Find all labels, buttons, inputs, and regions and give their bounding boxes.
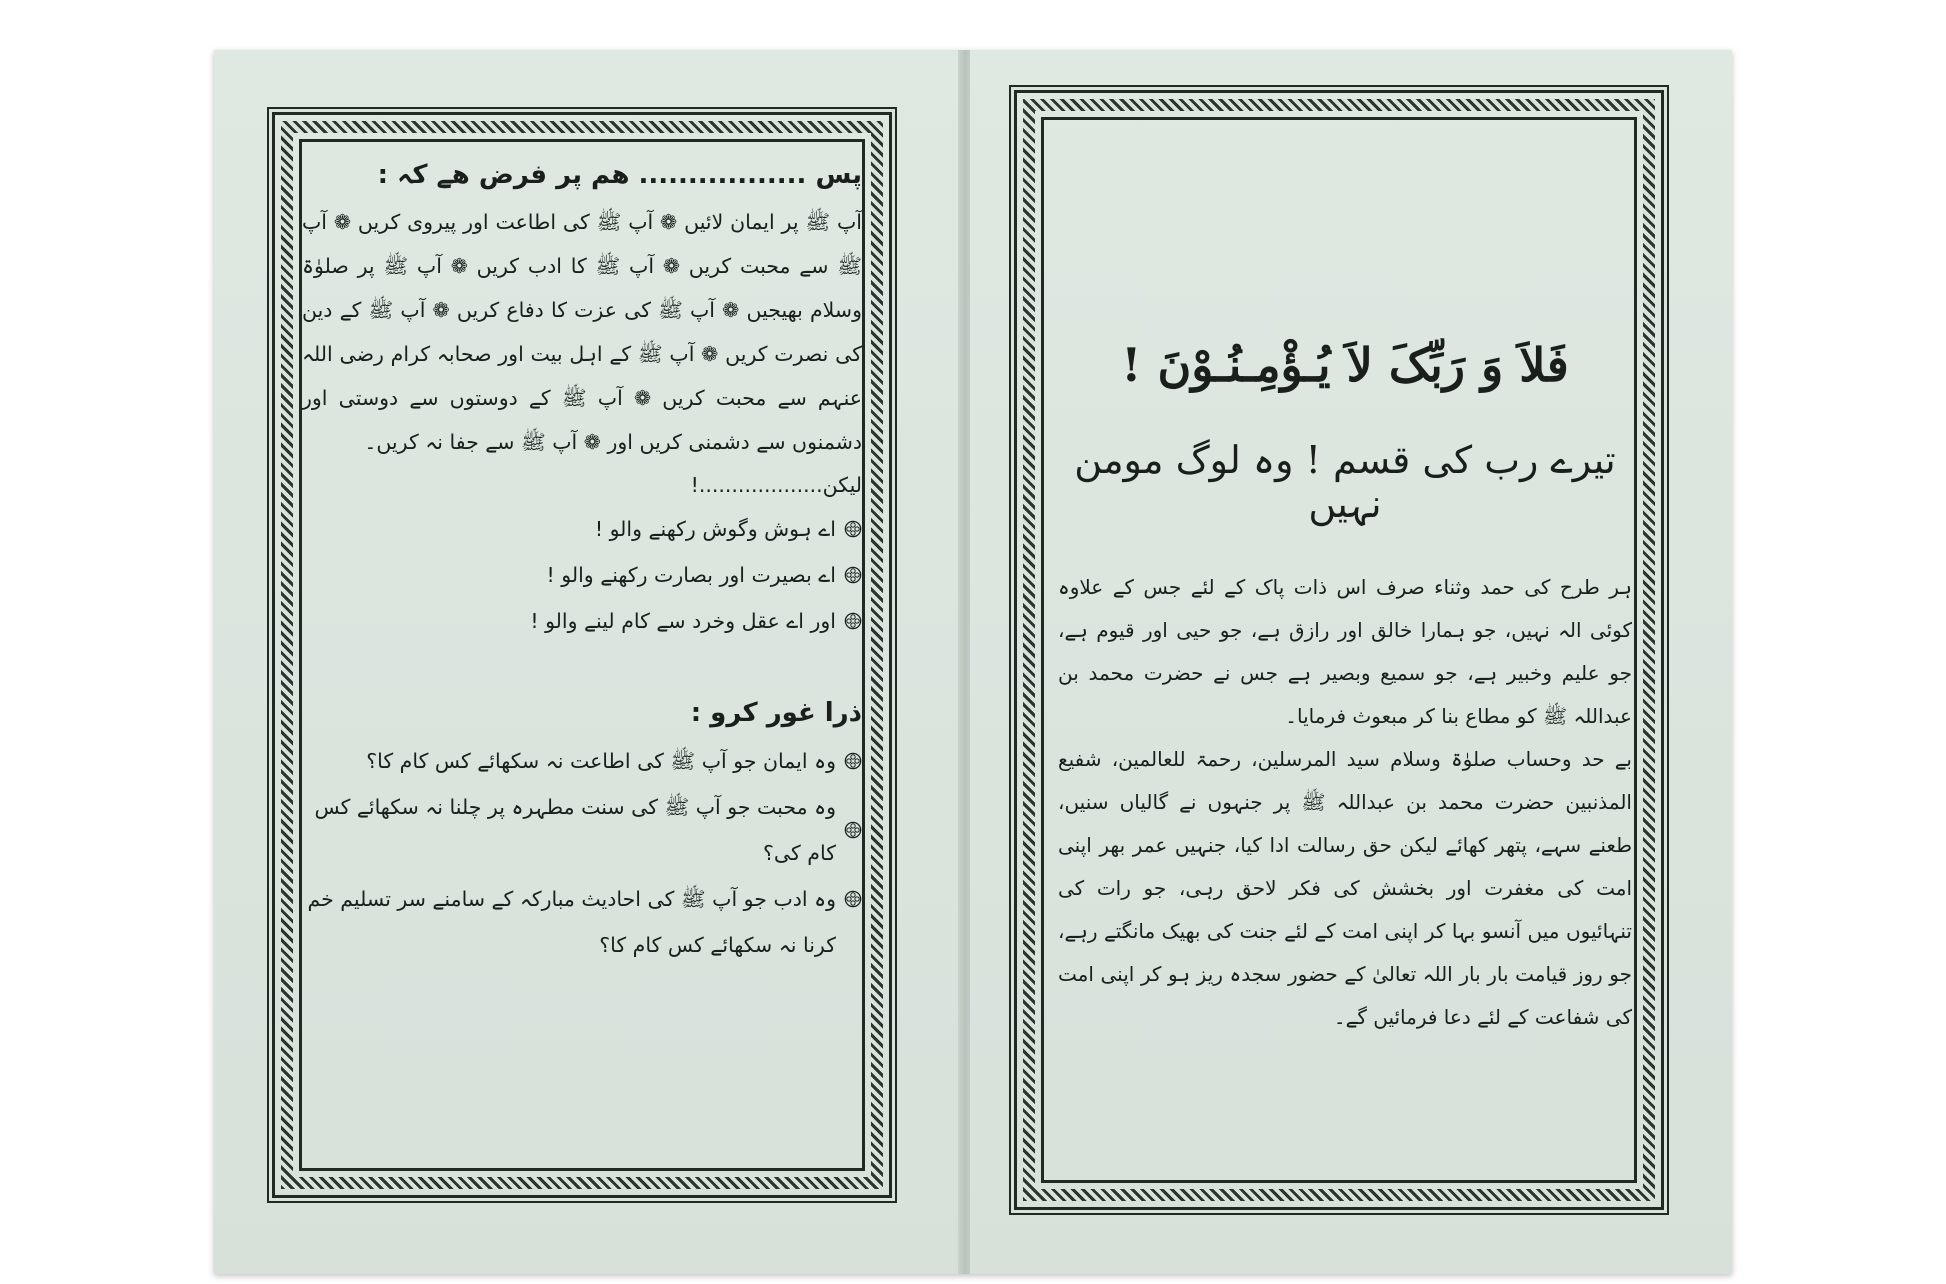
urdu-subtitle: تیرے رب کی قسم ! وہ لوگ مومن نہیں bbox=[1074, 438, 1616, 526]
flower-bullet-icon bbox=[844, 821, 862, 839]
salutation-paragraph: بے حد وحساب صلوٰۃ وسلام سید المرسلین، رحمۃ للعالمین، شفیع المذنبین حضرت محمد بن عبداللہ ﷺ پر جنہوں نے گالیاں سنیں، طعنے سہے، پتھر کھائے لیکن حق رسالت ادا کیا، جنہیں عمر بھر اپنی امت کی مغفرت اور بخشش کی فکر لاحق رہی، جو رات کی تنہائیوں میں آنسو بہا کر اپنی امت کے لئے جنت کی بھیک مانگتے رہے، جو روز قیامت بار بار اللہ تعالیٰ کے حضور سجدہ ریز ہو کر اپنی امت کی شفاعت کے لئے دعا فرمائیں گے۔ bbox=[1058, 747, 1632, 1029]
call-text: اور اے عقل وخرد سے کام لینے والو ! bbox=[530, 609, 836, 633]
question-item bbox=[302, 738, 862, 784]
flower-bullet-icon bbox=[844, 520, 862, 538]
question-text: وہ ادب جو آپ ﷺ کی احادیث مبارکہ کے سامنے سر تسلیم خم کرنا نہ سکھائے کس کام کا؟ bbox=[307, 887, 836, 957]
flower-bullet-icon bbox=[844, 890, 862, 908]
flower-bullet-icon bbox=[844, 752, 862, 770]
call-text: اے بصیرت اور بصارت رکھنے والو ! bbox=[546, 563, 836, 587]
call-item bbox=[302, 552, 862, 598]
arabic-verse-title: فَلاَ وَ رَبِّکَ لاَ يُـؤْمِـنُـوْنَ ! bbox=[1121, 338, 1569, 392]
call-item bbox=[302, 506, 862, 552]
question-text: وہ محبت جو آپ ﷺ کی سنت مطہرہ پر چلنا نہ سکھائے کس کام کی؟ bbox=[314, 795, 836, 865]
left-page bbox=[214, 50, 962, 1274]
reflect-heading: ذرا غور کرو : bbox=[690, 698, 862, 728]
question-item bbox=[302, 876, 862, 968]
duty-paragraph: آپ ﷺ پر ایمان لائیں ❁ آپ ﷺ کی اطاعت اور پیروی کریں ❁ آپ ﷺ سے محبت کریں ❁ آپ ﷺ کا ادب کریں ❁ آپ ﷺ پر صلوٰۃ وسلام بھیجیں ❁ آپ ﷺ کی عزت کا دفاع کریں ❁ آپ ﷺ کے دین کی نصرت کریں ❁ آپ ﷺ کے اہل بیت اور صحابہ کرام رضی اللہ عنہم سے محبت کریں ❁ آپ ﷺ کے دوستوں سے دوستی اور دشمنوں سے دشمنی کریں اور ❁ آپ ﷺ سے جفا نہ کریں۔ bbox=[302, 210, 862, 454]
right-page bbox=[970, 50, 1732, 1274]
lekin-line: لیکن...................! bbox=[690, 473, 862, 497]
question-item bbox=[302, 784, 862, 876]
question-text: وہ ایمان جو آپ ﷺ کی اطاعت نہ سکھائے کس کام کا؟ bbox=[366, 749, 836, 773]
praise-paragraph: ہر طرح کی حمد وثناء صرف اس ذات پاک کے لئے جس کے علاوہ کوئی الہ نہیں، جو ہمارا خالق اور رازق ہے، جو حیی اور قیوم ہے، جو علیم وخبیر ہے، جو سمیع وبصیر ہے جس نے حضرت محمد بن عبداللہ ﷺ کو مطاع بنا کر مبعوث فرمایا۔ bbox=[1058, 575, 1632, 728]
duty-heading: پس ................. ھم پر فرض ھے کہ : bbox=[377, 160, 862, 190]
call-text: اے ہوش وگوش رکھنے والو ! bbox=[594, 517, 836, 541]
spacer bbox=[302, 644, 862, 684]
right-page-content bbox=[1058, 130, 1632, 1039]
flower-bullet-icon bbox=[844, 566, 862, 584]
flower-bullet-icon bbox=[844, 612, 862, 630]
left-page-content bbox=[302, 146, 862, 968]
call-item bbox=[302, 598, 862, 644]
open-booklet bbox=[214, 50, 1732, 1274]
